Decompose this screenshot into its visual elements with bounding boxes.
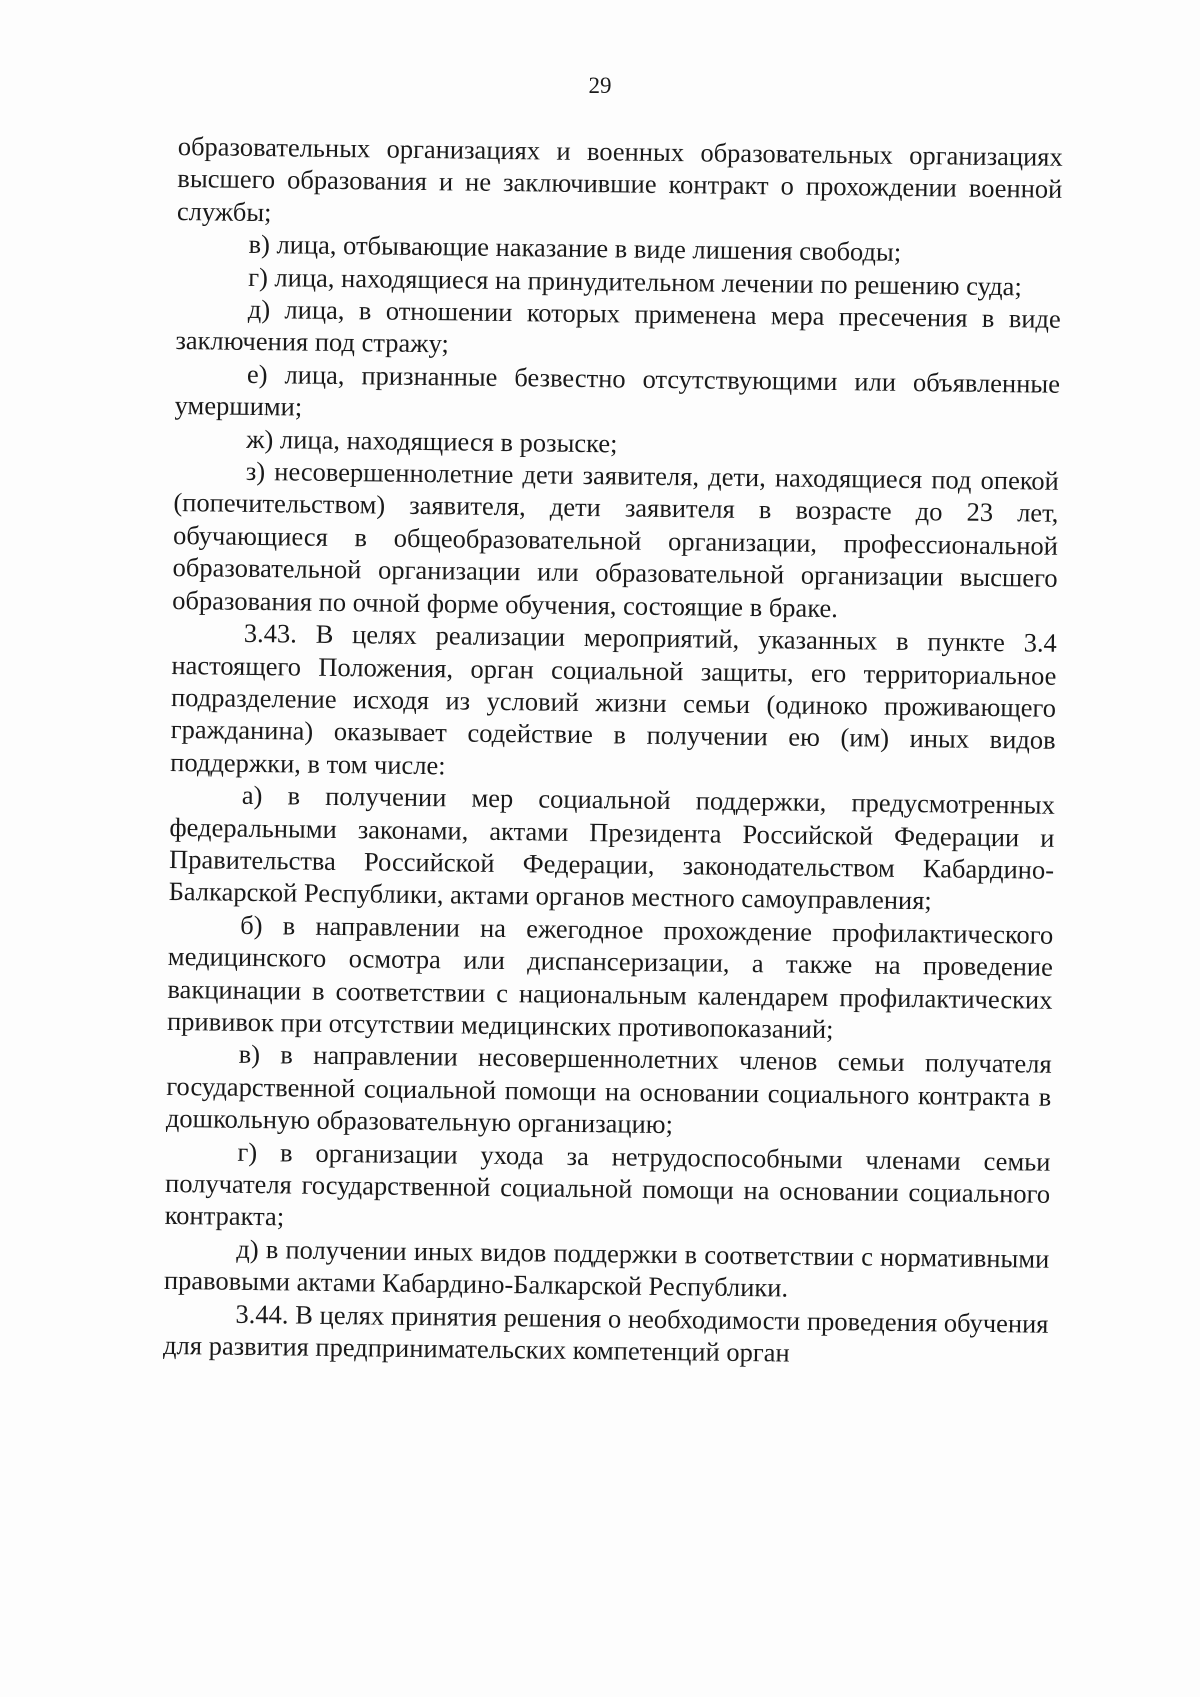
list-item-z: з) несовершеннолетние дети заявителя, дети, находящиеся под опекой (попечительством) заявителя, дети заявителя в возрасте до 23 лет, обучающиеся в общеобразовательной организации, профессиональной образовательной организации или образовательной организации высшего образования по очной форме обучения, состоящие в браке.	[172, 455, 1059, 623]
list-item-e: е) лица, признанные безвестно отсутствующими или объявленные умершими;	[174, 358, 1061, 422]
paragraph-continuation: образовательных организациях и военных образовательных организациях высшего образования и не заключившие контракт о прохождении военной службы;	[176, 130, 1063, 227]
section-3-43: 3.43. В целях реализации мероприятий, указанных в пункте 3.4 настоящего Положения, орган социальной защиты, его территориальное подразделение исходя из условий жизни семьи (одиноко проживающего гражданина) оказывает содействие в получении ею (им) иных видов поддержки, в том числе:	[170, 617, 1057, 781]
list-item-zh: ж) лица, находящиеся в розыске;	[246, 423, 618, 459]
subitem-d: д) в получении иных видов поддержки в соответствии с нормативными правовыми актами Кабардино-Балкарской Республики.	[163, 1233, 1050, 1303]
section-3-44: 3.44. В целях принятия решения о необходимости проведения обучения для развития предпринимательских компетенций орган	[162, 1298, 1049, 1368]
subitem-b: б) в направлении на ежегодное прохождение профилактического медицинского осмотра или диспансеризации, а также на проведение вакцинации в соответствии с национальным календарем профилактических прививок при отсутствии медицинских противопоказаний;	[166, 909, 1054, 1045]
list-item-v: в) лица, отбывающие наказание в виде лишения свободы;	[248, 229, 902, 268]
list-item-g: г) лица, находящиеся на принудительном лечении по решению суда;	[248, 261, 1022, 301]
subitem-v: в) в направлении несовершеннолетних членов семьи получателя государственной социальной помощи на основании социального контракта в дошкольную образовательную организацию;	[165, 1039, 1052, 1140]
list-item-d: д) лица, в отношении которых применена мера пресечения в виде заключения под стражу;	[175, 293, 1061, 359]
document-body	[163, 130, 1063, 1372]
page-number: 29	[588, 73, 612, 98]
subitem-g: г) в организации ухода за нетрудоспособными членами семьи получателя государственной социальной помощи на основании социального контракта;	[164, 1136, 1051, 1232]
subitem-a: а) в получении мер социальной поддержки, предусмотренных федеральными законами, актами Президента Российской Федерации и Правительства Российской Федерации, законодательством Кабардино-Балкарской Республики, актами органов местного самоуправления;	[168, 779, 1056, 916]
